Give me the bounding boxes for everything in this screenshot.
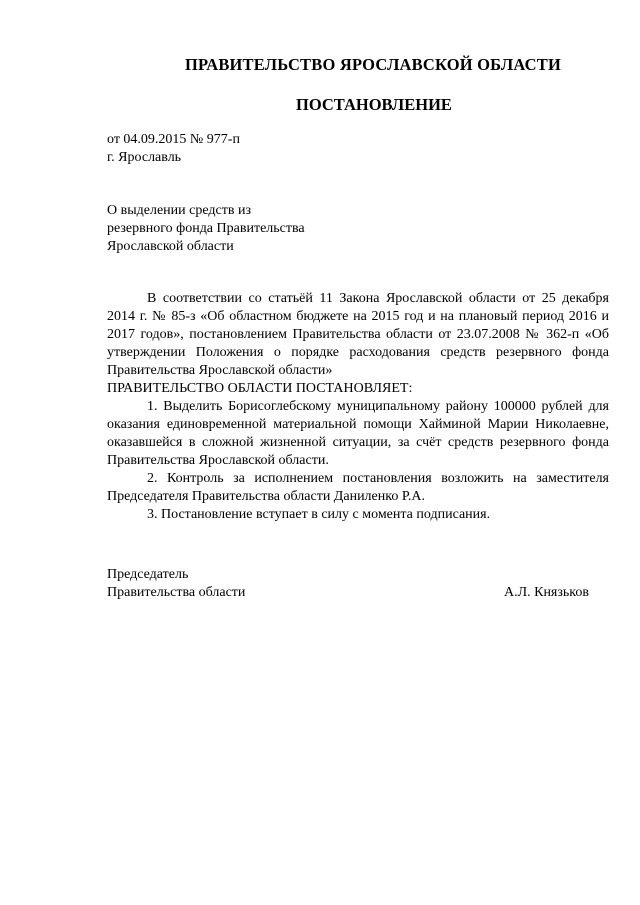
resolution-item-2: 2. Контроль за исполнением постановления возложить на заместителя Председателя Правительства области Даниленко Р.А. — [107, 471, 609, 504]
resolution-item-3: 3. Постановление вступает в силу с момента подписания. — [147, 507, 491, 522]
signatory-name: А.Л. Князьков — [504, 585, 589, 600]
city: г. Ярославль — [107, 150, 182, 165]
date-number: от 04.09.2015 № 977-п — [107, 132, 240, 147]
document-meta — [107, 131, 240, 167]
preamble-paragraph: В соответствии со статьёй 11 Закона Ярославской области от 25 декабря 2014 г. № 85-з «Об областном бюджете на 2015 год и на плановый период 2016 и 2017 годов», постановлением Правительства области от 23.07.2008 № 362-п «Об утверждении Положения о порядке расходования средств резервного фонда Правительства Ярославской области» — [107, 291, 609, 378]
resolution-statement: ПРАВИТЕЛЬСТВО ОБЛАСТИ ПОСТАНОВЛЯЕТ: — [107, 381, 413, 396]
document-body — [107, 290, 609, 524]
signatory-title-line1: Председатель — [107, 567, 189, 582]
signatory-title-line2: Правительства области — [107, 585, 246, 600]
subject-line: Ярославской области — [107, 239, 234, 254]
signature-row-1 — [107, 566, 589, 584]
document-subject — [107, 202, 305, 256]
organization-title: ПРАВИТЕЛЬСТВО ЯРОСЛАВСКОЙ ОБЛАСТИ — [185, 55, 562, 74]
subject-line: О выделении средств из — [107, 203, 251, 218]
subject-line: резервного фонда Правительства — [107, 221, 305, 236]
signature-block — [107, 566, 589, 602]
signature-row-2 — [107, 584, 589, 602]
resolution-item-1: 1. Выделить Борисоглебскому муниципальному району 100000 рублей для оказания единовременной материальной помощи Хайминой Марии Николаевне, оказавшейся в сложной жизненной ситуации, за счёт средств резервного фонда Правительства Ярославской области. — [107, 399, 609, 468]
document-type-title: ПОСТАНОВЛЕНИЕ — [296, 95, 452, 114]
